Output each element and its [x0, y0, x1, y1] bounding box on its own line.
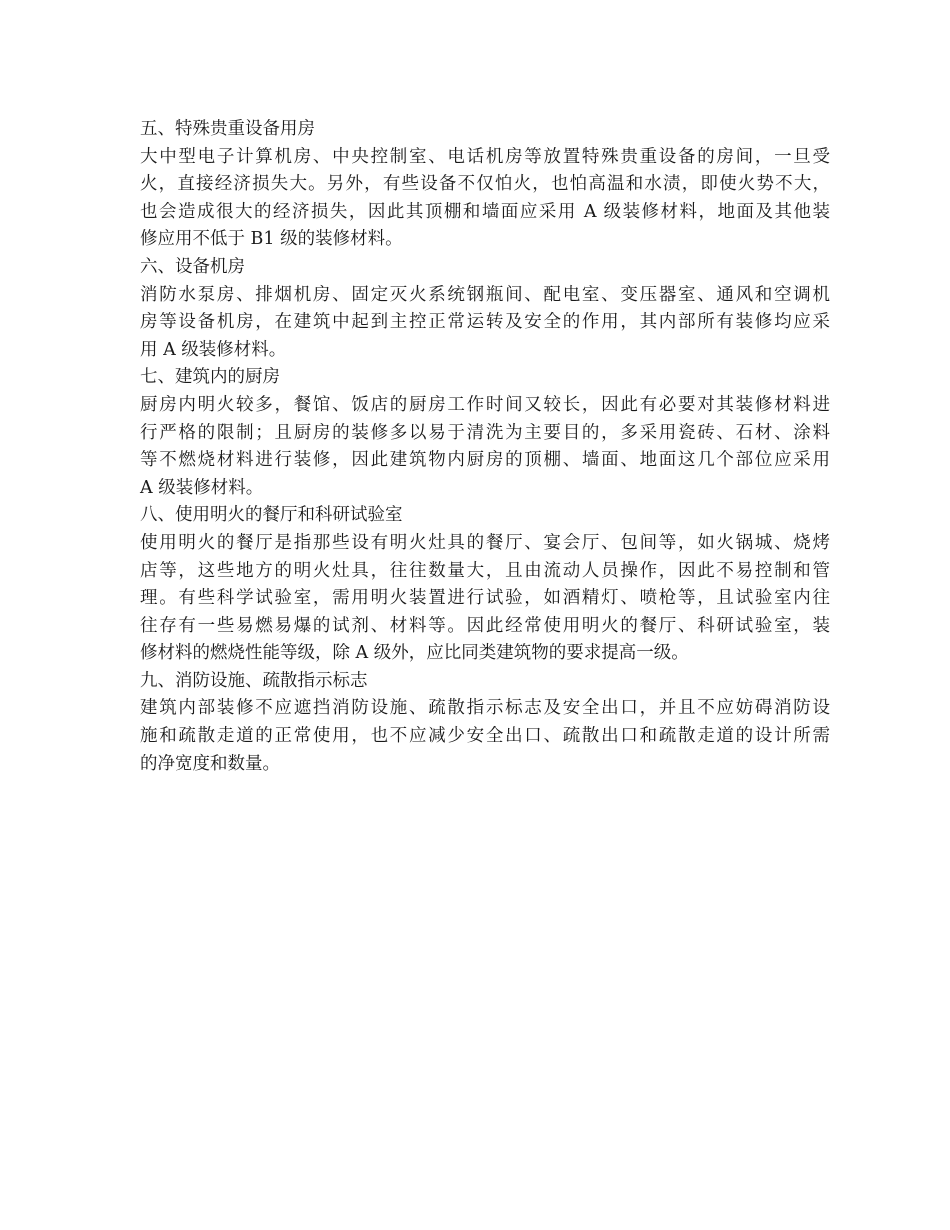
paragraph-line: 店等，这些地方的明火灶具，往往数量大，且由流动人员操作，因此不易控制和管: [140, 560, 830, 581]
section-heading: 七、建筑内的厨房: [140, 367, 280, 388]
paragraph-line: 建筑内部装修不应遮挡消防设施、疏散指示标志及安全出口，并且不应妨碍消防设: [140, 698, 830, 719]
paragraph-line: 修应用不低于 B1 级的装修材料。: [140, 229, 403, 250]
section-heading: 五、特殊贵重设备用房: [140, 119, 315, 139]
paragraph-line: 修材料的燃烧性能等级，除 A 级外，应比同类建筑物的要求提高一级。: [140, 643, 689, 664]
paragraph-line: 用 A 级装修材料。: [140, 339, 287, 360]
paragraph-line: 厨房内明火较多，餐馆、饭店的厨房工作时间又较长，因此有必要对其装修材料进: [140, 394, 830, 415]
paragraph-line: A 级装修材料。: [140, 477, 264, 498]
paragraph-line: 行严格的限制；且厨房的装修多以易于清洗为主要目的，多采用瓷砖、石材、涂料: [140, 422, 830, 443]
paragraph-line: 等不燃烧材料进行装修，因此建筑物内厨房的顶棚、墙面、地面这几个部位应采用: [140, 450, 830, 471]
paragraph-line: 施和疏散走道的正常使用，也不应减少安全出口、疏散出口和疏散走道的设计所需: [140, 726, 830, 747]
paragraph-line: 使用明火的餐厅是指那些设有明火灶具的餐厅、宴会厅、包间等，如火锅城、烧烤: [140, 532, 830, 553]
paragraph-line: 也会造成很大的经济损失，因此其顶棚和墙面应采用 A 级装修材料，地面及其他装: [140, 201, 830, 222]
paragraph-line: 理。有些科学试验室，需用明火装置进行试验，如酒精灯、喷枪等，且试验室内往: [140, 588, 830, 609]
document-body: [140, 116, 830, 778]
paragraph-line: 大中型电子计算机房、中央控制室、电话机房等放置特殊贵重设备的房间，一旦受: [140, 146, 830, 167]
paragraph-line: 往存有一些易燃易爆的试剂、材料等。因此经常使用明火的餐厅、科研试验室，装: [140, 615, 830, 636]
paragraph-line: 的净宽度和数量。: [140, 753, 280, 774]
paragraph-line: 房等设备机房，在建筑中起到主控正常运转及安全的作用，其内部所有装修均应采: [140, 312, 830, 333]
paragraph-line: 火，直接经济损失大。另外，有些设备不仅怕火，也怕高温和水渍，即使火势不大，: [140, 174, 830, 195]
paragraph-line: 消防水泵房、排烟机房、固定灭火系统钢瓶间、配电室、变压器室、通风和空调机: [140, 284, 830, 305]
section-heading: 六、设备机房: [140, 256, 245, 277]
section-heading: 九、消防设施、疏散指示标志: [140, 670, 368, 691]
section-heading: 八、使用明火的餐厅和科研试验室: [140, 505, 403, 526]
